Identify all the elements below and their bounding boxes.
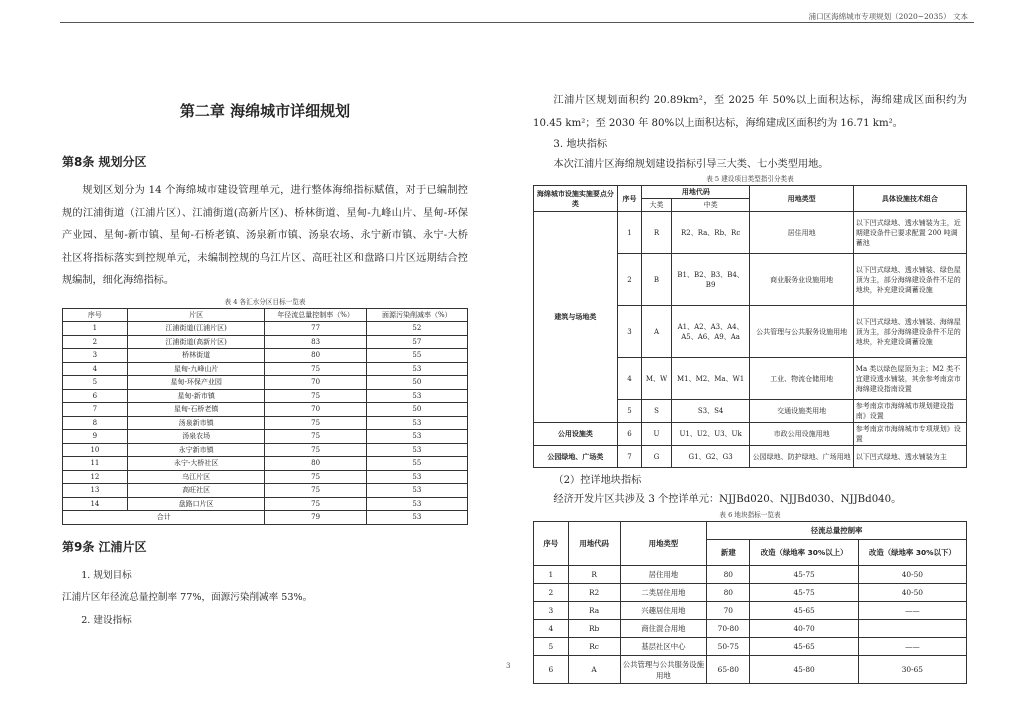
table4-row [63,403,468,417]
table4-row [63,497,468,511]
table4-cell: 乌江片区 [127,470,265,484]
table6-cell: A [568,656,620,684]
table5-cell: 参考南京市海绵城市专项规划》设置 [853,423,966,446]
left-column [62,78,468,632]
table5-cell: 以下凹式绿地、透水铺装、海绵屋顶为主，部分海绵建设条件不足的地块，补充建设调蓄设施 [853,306,966,358]
table5-cell: 交通设施类用地 [750,400,853,423]
right-column [533,78,967,684]
table4-cell: 75 [265,430,366,444]
table5-cell: M、W [642,358,672,400]
table5-cell: R2、Ra、Rb、Rc [671,212,750,254]
table6-header-index: 序号 [534,522,569,566]
table4-cell: 77 [265,322,366,336]
table5-header-tech: 具体设施技术组合 [853,186,966,212]
table6-cell: 5 [534,638,569,656]
table4-cell: 江浦街道(江浦片区) [127,322,265,336]
table6-cell: 45-75 [750,566,858,584]
table6-cell: 40-70 [750,620,858,638]
table6-header-runoff: 径流总量控制率 [707,522,967,540]
table6-cell [858,620,966,638]
table5-cell: 工业、物流仓储用地 [750,358,853,400]
table4-cell: 53 [366,430,467,444]
table4-cell: 50 [366,376,467,390]
article-8-title: 第8条 规划分区 [62,155,147,169]
table5-cell: M1、M2、Ma、W1 [671,358,750,400]
table4-cell: 75 [265,416,366,430]
table5-cell: A [642,306,672,358]
table6-cell: 兴趣居住用地 [620,602,707,620]
table6-caption: 表 6 地块指标一览表 [719,511,781,519]
table4-cell: 永宁新市镇 [127,443,265,457]
table6-cell: 二类居住用地 [620,584,707,602]
table4 [62,308,468,525]
table6-cell: 1 [534,566,569,584]
table5 [533,185,967,468]
table5-cell: 4 [617,358,642,400]
article-9-title: 第9条 江浦片区 [62,539,147,554]
table6-cell: 3 [534,602,569,620]
table4-total-row [63,511,468,525]
table6-cell: —— [858,602,966,620]
table4-cell: 高旺社区 [127,484,265,498]
table4-cell: 8 [63,416,128,430]
table6-row [534,638,967,656]
table4-row [63,376,468,390]
table4-cell: 50 [366,403,467,417]
table4-cell: 1 [63,322,128,336]
table4-row [63,470,468,484]
table4-cell: 汤泉农场 [127,430,265,444]
table5-row [534,212,967,254]
table4-cell: 11 [63,457,128,471]
table4-cell: 57 [366,335,467,349]
table5-header-landtype: 用地类型 [750,186,853,212]
control-text: 经济开发片区共涉及 3 个控详单元：NJJBd020、NJJBd030、NJJBd040。 [553,494,902,505]
table4-total-label: 合计 [63,511,265,525]
table4-cell: 53 [366,497,467,511]
header-rule [60,22,974,23]
table6-cell: Rb [568,620,620,638]
table4-cell: 5 [63,376,128,390]
table5-cell: 5 [617,400,642,423]
table4-cell: 80 [265,457,366,471]
table4-cell: 53 [366,484,467,498]
table4-row [63,430,468,444]
page-number: 3 [506,662,511,670]
table6-cell: 30-65 [858,656,966,684]
table6 [533,521,967,684]
goal-text: 江浦片区年径流总量控制率 77%，面源污染削减率 53%。 [62,592,313,603]
table6-row [534,620,967,638]
indicator-heading: 2. 建设指标 [81,614,132,626]
table4-cell: 55 [366,349,467,363]
table5-cell: U1、U2、U3、Uk [671,423,750,446]
table5-cell: 商业服务业设施用地 [750,254,853,306]
table5-cell: B [642,254,672,306]
table6-cell: —— [858,638,966,656]
table5-cell: G1、G2、G3 [671,446,750,468]
table5-caption: 表 5 建设项目类型指引分类表 [706,175,794,183]
table4-cell: 星甸-环保产业园 [127,376,265,390]
table5-cell: S3、S4 [671,400,750,423]
table5-cell: A1、A2、A3、A4、A5、A6、A9、Aa [671,306,750,358]
table6-cell: 65-80 [707,656,750,684]
table4-cell: 12 [63,470,128,484]
table4-cell: 70 [265,376,366,390]
table6-cell: 商住混合用地 [620,620,707,638]
table4-header-cell: 面源污染削减率（%） [366,308,467,322]
table6-cell: 70-80 [707,620,750,638]
table5-group-building: 建筑与场地类 [534,212,618,423]
table6-header-row [534,522,967,540]
table6-cell: 80 [707,584,750,602]
table6-cell: 居住用地 [620,566,707,584]
table6-cell: 50-75 [707,638,750,656]
table4-total-pollution: 53 [366,511,467,525]
table5-header-code: 用地代码 [642,186,750,199]
goal-heading: 1. 规划目标 [81,569,132,581]
table4-header-cell: 片区 [127,308,265,322]
table5-cell: 6 [617,423,642,446]
table4-cell: 53 [366,416,467,430]
table5-cell: 公园绿地、防护绿地、广场用地 [750,446,853,468]
table4-cell: 53 [366,470,467,484]
table5-cell: 2 [617,254,642,306]
table4-cell: 江浦街道(高新片区) [127,335,265,349]
table4-header-cell: 年径流总量控制率（%） [265,308,366,322]
table6-cell: Ra [568,602,620,620]
table4-cell: 53 [366,389,467,403]
table4-row [63,389,468,403]
table6-cell: 基层社区中心 [620,638,707,656]
table5-cell: 参考南京市海绵城市规划建设指南》设置 [853,400,966,423]
table4-row [63,457,468,471]
table6-cell: 80 [707,566,750,584]
article-8-paragraph: 规划区划分为 14 个海绵城市建设管理单元，进行整体海绵指标赋值，对于已编制控规的江浦街道（江浦片区）、江浦街道(高新片区)、桥林街道、星甸-九峰山片、星甸-环保产业园、星甸-新市镇、星甸-石桥老镇、汤泉新市镇、汤泉农场、永宁新市镇、永宁-大桥社区将指标落实到控规单元，未编制控规的乌江片区、高旺社区和盘路口片区远期结合控规编制，细化海绵指标。 [62,185,468,286]
table5-cell: 公共管理与公共服务设施用地 [750,306,853,358]
table5-header-index: 序号 [617,186,642,212]
table6-cell: 45-65 [750,602,858,620]
table6-cell: 70 [707,602,750,620]
chapter-title: 第二章 海绵城市详细规划 [179,102,351,120]
table4-row [63,443,468,457]
table4-cell: 55 [366,457,467,471]
table4-cell: 10 [63,443,128,457]
table4-row [63,484,468,498]
table4-cell: 星甸-石桥老镇 [127,403,265,417]
table5-cell: 以下凹式绿地、透水铺装、绿色屋顶为主，部分海绵建设条件不足的地块，补充建设调蓄设施 [853,254,966,306]
table4-cell: 2 [63,335,128,349]
table4-header-cell: 序号 [63,308,128,322]
table6-cell: R [568,566,620,584]
table6-cell: 45-80 [750,656,858,684]
table5-cell: 以下凹式绿地、透水铺装为主，近期建设条件已要求配置 200 吨调蓄池 [853,212,966,254]
table5-cell: G [642,446,672,468]
table6-row [534,584,967,602]
table5-cell: 7 [617,446,642,468]
table4-cell: 75 [265,443,366,457]
table6-row [534,602,967,620]
table6-row [534,656,967,684]
table4-caption: 表 4 各汇水分区目标一览表 [224,297,306,306]
table4-row [63,416,468,430]
table5-cell: B1、B2、B3、B4、B9 [671,254,750,306]
running-header: 浦口区海绵城市专项规划（2020~2035） 文本 [808,12,968,21]
table5-group-utility: 公用设施类 [534,423,618,446]
table4-row [63,362,468,376]
table4-cell: 盘路口片区 [127,497,265,511]
table5-header-category: 海绵城市设施实施要点分类 [534,186,618,212]
table5-cell: 以下凹式绿地、透水铺装为主 [853,446,966,468]
table6-header-landtype: 用地类型 [620,522,707,566]
table4-cell: 52 [366,322,467,336]
table5-cell: 3 [617,306,642,358]
table6-cell: 2 [534,584,569,602]
table6-header-new: 新建 [707,540,750,566]
table4-cell: 3 [63,349,128,363]
table6-cell: 40-50 [858,584,966,602]
table6-cell: 45-75 [750,584,858,602]
table6-cell: 公共管理与公共服务设施用地 [620,656,707,684]
table4-cell: 6 [63,389,128,403]
table4-cell: 9 [63,430,128,444]
table6-cell: 40-50 [858,566,966,584]
table6-header-code: 用地代码 [568,522,620,566]
table5-group-park: 公园绿地、广场类 [534,446,618,468]
table5-cell: 1 [617,212,642,254]
table5-cell: U [642,423,672,446]
table6-cell: Rc [568,638,620,656]
table4-cell: 80 [265,349,366,363]
table5-header-row [534,186,967,199]
table5-cell: Ma 类以绿色屋顶为主；M2 类不宜建设透水铺装，其余参考南京市海绵建设指南设置 [853,358,966,400]
table5-cell: 市政公用设施用地 [750,423,853,446]
table6-header-renovate-low: 改造（绿地率 30%以下） [858,540,966,566]
table5-cell: R [642,212,672,254]
table5-row [534,423,967,446]
table4-cell: 75 [265,470,366,484]
control-heading: （2）控详地块指标 [553,475,642,486]
table4-cell: 汤泉新市镇 [127,416,265,430]
land-text: 本次江浦片区海绵规划建设指标引导三大类、七小类型用地。 [553,159,829,170]
table6-cell: R2 [568,584,620,602]
table4-cell: 4 [63,362,128,376]
table4-cell: 13 [63,484,128,498]
table4-cell: 75 [265,497,366,511]
table5-header-medium: 中类 [671,199,750,212]
table4-row [63,322,468,336]
table4-cell: 53 [366,443,467,457]
table4-cell: 53 [366,362,467,376]
table4-cell: 83 [265,335,366,349]
table6-cell: 45-65 [750,638,858,656]
table4-row [63,335,468,349]
table5-header-major: 大类 [642,199,672,212]
table6-row [534,566,967,584]
table4-cell: 75 [265,389,366,403]
table6-header-renovate-high: 改造（绿地率 30%以上） [750,540,858,566]
table4-header-row [63,308,468,322]
table4-cell: 桥林街道 [127,349,265,363]
table4-cell: 70 [265,403,366,417]
table4-cell: 7 [63,403,128,417]
area-paragraph: 江浦片区规划面积约 20.89km²，至 2025 年 50%以上面积达标，海绵建成区面积约为 10.45 km²；至 2030 年 80%以上面积达标，海绵建成区面积约为 16.71 km²。 [533,95,967,129]
table5-cell: 居住用地 [750,212,853,254]
table4-cell: 永宁-大桥社区 [127,457,265,471]
table4-cell: 75 [265,362,366,376]
table4-cell: 75 [265,484,366,498]
table4-cell: 星甸-九峰山片 [127,362,265,376]
table4-cell: 14 [63,497,128,511]
table6-cell: 6 [534,656,569,684]
table4-total-runoff: 79 [265,511,366,525]
table4-row [63,349,468,363]
land-heading: 3. 地块指标 [553,139,608,150]
table5-cell: S [642,400,672,423]
table6-cell: 4 [534,620,569,638]
table5-row [534,446,967,468]
table4-cell: 星甸-新市镇 [127,389,265,403]
